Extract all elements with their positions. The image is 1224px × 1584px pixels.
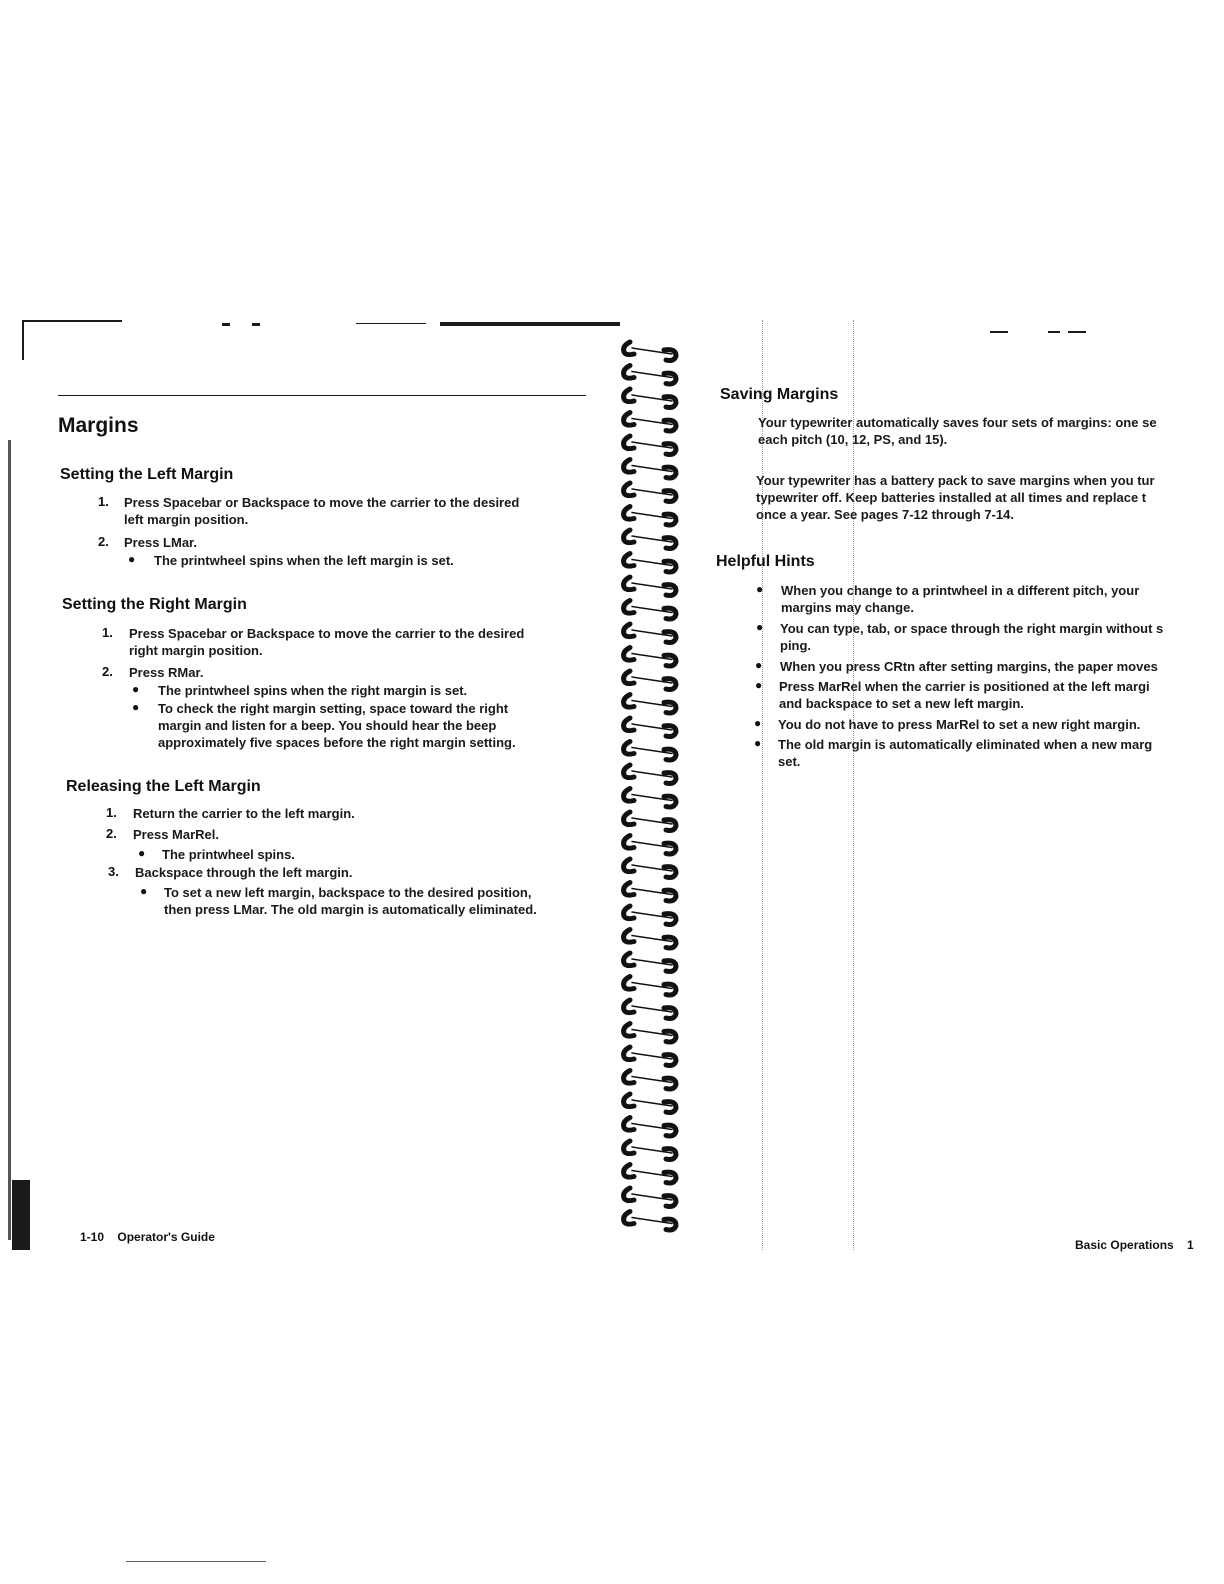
spiral-coil-right [664, 1219, 676, 1230]
spiral-coil-right [664, 350, 676, 361]
spiral-coil-right [664, 514, 676, 525]
spiral-coil-right [664, 937, 676, 948]
spiral-coil-right [664, 1031, 676, 1042]
left-binding-shadow [12, 1180, 30, 1250]
bullet-text: To set a new left margin, backspace to the desired position, then press LMar. The old margin is automatically eliminated. [164, 885, 537, 917]
left-footer [80, 1230, 215, 1244]
spiral-coil-right [664, 890, 676, 901]
spiral-coil-right [664, 820, 676, 831]
right-top-dash [1068, 331, 1086, 333]
top-edge-dash [252, 323, 260, 326]
spiral-coil-right [664, 961, 676, 972]
top-edge-line [356, 323, 426, 324]
spiral-coil-right [664, 397, 676, 408]
bullet-icon: ● [128, 552, 136, 566]
saving-paragraph-2: Your typewriter has a battery pack to save margins when you tur typewriter off. Keep batteries installed at all times and replace t once a year. See pages 7-12 through 7-14. [756, 473, 1155, 522]
bullet-text: The printwheel spins. [162, 847, 295, 862]
spiral-coil-right [664, 444, 676, 455]
spiral-coil-right [664, 796, 676, 807]
key-marrel: MarRel [818, 679, 862, 694]
title-rule [58, 395, 586, 396]
spiral-coil-right [664, 632, 676, 643]
spiral-coil-right [664, 655, 676, 666]
key-marrel: MarRel [935, 717, 980, 732]
spiral-coil-right [664, 608, 676, 619]
right-top-dash [1048, 331, 1060, 333]
bullet-icon: ● [754, 716, 762, 730]
spiral-coil-right [664, 749, 676, 760]
footer-label: Basic Operations [1075, 1238, 1174, 1252]
spiral-coil-right [664, 867, 676, 878]
key-lmar: LMar [163, 535, 194, 550]
page-number: 1 [1187, 1238, 1194, 1252]
step-text: Press Spacebar or Backspace to move the carrier to the desired left margin position. [124, 495, 520, 527]
hint-text: You can type, tab, or space through the right margin without s ping. [780, 621, 1164, 653]
key-marrel: MarRel [172, 827, 216, 842]
spiral-binding [608, 330, 688, 1250]
hint-text: You do not have to press MarRel to set a new right margin. [778, 717, 1141, 732]
right-footer [1075, 1238, 1194, 1252]
spiral-coil-right [664, 702, 676, 713]
step-text: Press MarRel. [133, 827, 220, 842]
spiral-coil-right [664, 1055, 676, 1066]
key-crtn: CRtn [884, 659, 916, 674]
spiral-coil-right [664, 1008, 676, 1019]
right-top-dash [990, 331, 1008, 333]
top-edge-dash [222, 323, 230, 326]
spiral-coil-right [664, 843, 676, 854]
spiral-coil-right [664, 773, 676, 784]
spiral-coil-right [664, 373, 676, 384]
bullet-icon: ● [132, 700, 140, 714]
spiral-coil-right [664, 1125, 676, 1136]
page-title: Margins [58, 414, 139, 437]
spiral-coil-right [664, 1149, 676, 1160]
bottom-blue-mark [126, 1561, 266, 1562]
page-number: 1-10 [80, 1230, 105, 1244]
bullet-text: The printwheel spins when the left margin is set. [154, 553, 454, 568]
step-number: 2. [98, 534, 109, 549]
footer-label: Operator's Guide [117, 1230, 215, 1244]
spiral-coil-right [664, 561, 676, 572]
key-backspace: Backspace [246, 626, 315, 641]
hint-text: The old margin is automatically eliminated when a new marg set. [778, 737, 1153, 769]
spiral-coil-right [664, 491, 676, 502]
left-binding-edge [8, 440, 11, 1240]
right-page-fold-line [762, 320, 763, 1250]
top-edge-line [440, 322, 620, 326]
bullet-icon: ● [756, 582, 764, 596]
spiral-coil-right [664, 585, 676, 596]
key-lmar: LMar [233, 902, 264, 917]
step-number: 1. [102, 625, 113, 640]
step-text: Press RMar. [129, 665, 204, 680]
key-backspace: Backspace [241, 495, 310, 510]
hint-text: When you change to a printwheel in a different pitch, your margins may change. [781, 583, 1140, 615]
left-page-corner-side [22, 320, 24, 360]
left-page-corner-top [22, 320, 122, 322]
step-text: Backspace through the left margin. [135, 865, 353, 880]
section-heading-right-margin: Setting the Right Margin [62, 596, 247, 613]
spiral-coil-right [664, 420, 676, 431]
bullet-icon: ● [756, 620, 764, 634]
key-rmar: RMar [168, 665, 200, 680]
key-spacebar: Spacebar [168, 626, 227, 641]
step-text: Press Spacebar or Backspace to move the carrier to the desired right margin position. [129, 626, 525, 658]
bullet-icon: ● [132, 682, 140, 696]
bullet-icon: ● [754, 736, 762, 750]
bullet-text: To check the right margin setting, space toward the right margin and listen for a beep. You should hear the beep approximately five spaces before the right margin setting. [158, 701, 516, 750]
step-text: Return the carrier to the left margin. [133, 806, 355, 821]
hint-text: When you press CRtn after setting margins, the paper moves [780, 659, 1158, 674]
spiral-coil-right [664, 726, 676, 737]
spiral-coil-right [664, 914, 676, 925]
step-number: 2. [102, 664, 113, 679]
step-number: 1. [106, 805, 117, 820]
saving-paragraph-1: Your typewriter automatically saves four sets of margins: one se each pitch (10, 12, PS, and 15). [758, 415, 1157, 447]
spiral-coil-right [664, 538, 676, 549]
section-heading-releasing: Releasing the Left Margin [66, 778, 261, 795]
spiral-coil-right [664, 1196, 676, 1207]
step-number: 3. [108, 864, 119, 879]
right-page-fold-line [853, 320, 854, 1250]
step-number: 1. [98, 494, 109, 509]
bullet-icon: ● [755, 678, 763, 692]
bullet-icon: ● [140, 884, 148, 898]
step-number: 2. [106, 826, 117, 841]
section-heading-left-margin: Setting the Left Margin [60, 466, 234, 483]
step-text: Press LMar. [124, 535, 198, 550]
bullet-icon: ● [138, 846, 146, 860]
bullet-icon: ● [755, 658, 763, 672]
hint-text: Press MarRel when the carrier is positioned at the left margi and backspace to set a new left margin. [779, 679, 1150, 711]
spiral-coil-right [664, 1172, 676, 1183]
spiral-coil-right [664, 1078, 676, 1089]
section-heading-saving-margins: Saving Margins [720, 386, 839, 403]
spiral-coil-right [664, 679, 676, 690]
key-spacebar: Spacebar [163, 495, 222, 510]
spiral-coil-right [664, 984, 676, 995]
section-heading-helpful-hints: Helpful Hints [716, 553, 815, 570]
spiral-coil-right [664, 467, 676, 478]
spiral-coil-right [664, 1102, 676, 1113]
bullet-text: The printwheel spins when the right margin is set. [158, 683, 468, 698]
